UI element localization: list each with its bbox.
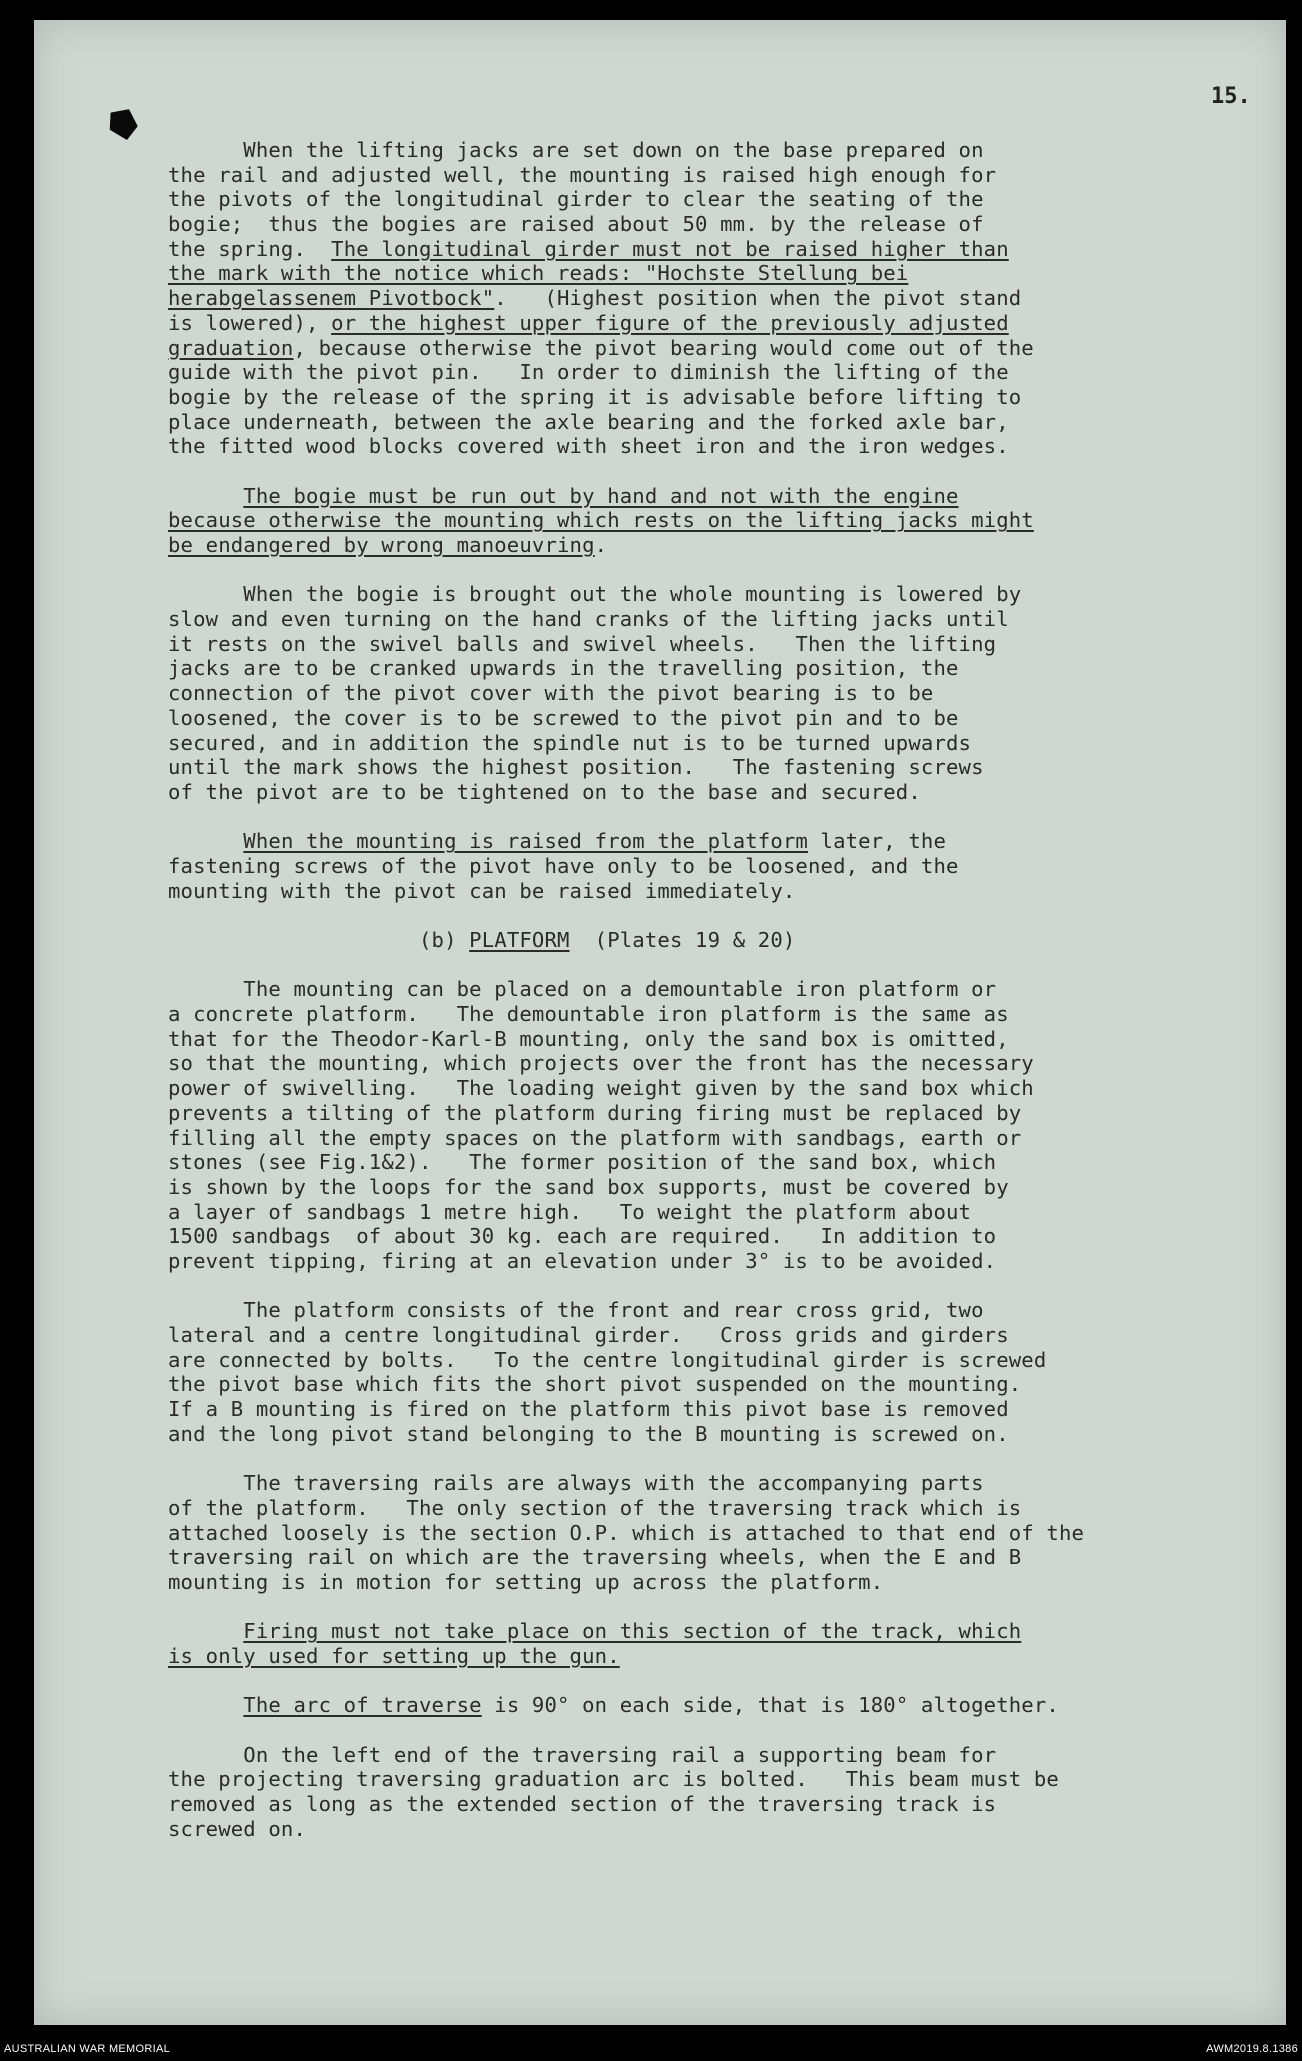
text-segment [168, 1693, 243, 1717]
text-segment: connection of the pivot cover with the pivot bearing is to be [168, 681, 934, 706]
text-segment: screwed on. [168, 1816, 307, 1841]
text-segment: When the bogie is brought out the whole mounting is lowered by [168, 582, 1022, 607]
text-segment: stones (see Fig.1&2). The former position of the sand box, which [168, 1150, 997, 1175]
text-line [168, 1372, 1278, 1397]
text-segment: If a B mounting is fired on the platform this pivot base is removed [168, 1397, 1009, 1422]
text-segment: bogie; thus the bogies are raised about 50 mm. by the release of [168, 212, 984, 237]
text-line [168, 1693, 1278, 1718]
text-line [168, 1496, 1278, 1521]
underlined-text: When the mounting is raised from the platform [243, 829, 808, 854]
text-segment: a concrete platform. The demountable iron platform is the same as [168, 1002, 1009, 1027]
text-segment: power of swivelling. The loading weight given by the sand box which [168, 1076, 1034, 1101]
text-line [168, 607, 1278, 632]
text-segment: the projecting traversing graduation arc is bolted. This beam must be [168, 1767, 1059, 1792]
underlined-text: or the highest upper figure of the previously adjusted [331, 310, 1009, 335]
underlined-text: herabgelassenem Pivotbock" [168, 286, 495, 311]
text-line [168, 508, 1278, 533]
underlined-text: The longitudinal girder must not be raised higher than [331, 236, 1009, 261]
text-line [168, 1545, 1278, 1570]
document-body [168, 138, 1278, 1866]
heading-suffix: (Plates 19 & 20) [569, 928, 796, 952]
text-line [168, 1792, 1278, 1817]
paragraph [168, 484, 1278, 558]
text-segment: the spring. [168, 236, 332, 261]
text-line [168, 187, 1278, 212]
text-line [168, 138, 1278, 163]
underlined-text: because otherwise the mounting which rests on the lifting jacks might [168, 508, 1034, 533]
page-number: 15. [1211, 84, 1251, 109]
heading-prefix: (b) [168, 928, 470, 952]
text-line [168, 780, 1278, 805]
text-segment: The platform consists of the front and rear cross grid, two [168, 1298, 984, 1323]
section-heading [168, 928, 1278, 953]
text-segment: until the mark shows the highest position. The fastening screws [168, 755, 984, 780]
text-segment: is 90° on each side, that is 180° altogether. [481, 1693, 1059, 1718]
text-segment: On the left end of the traversing rail a supporting beam for [168, 1742, 997, 1767]
text-line [168, 656, 1278, 681]
text-line [168, 1076, 1278, 1101]
text-line [168, 854, 1278, 879]
text-segment: of the platform. The only section of the traversing track which is [168, 1495, 1022, 1520]
text-line [168, 410, 1278, 435]
text-line [168, 1249, 1278, 1274]
text-segment: The mounting can be placed on a demountable iron platform or [168, 977, 997, 1002]
paragraph [168, 582, 1278, 804]
text-line [168, 1348, 1278, 1373]
text-segment: prevents a tilting of the platform during firing must be replaced by [168, 1100, 1022, 1125]
text-line [168, 336, 1278, 361]
text-segment: bogie by the release of the spring it is advisable before lifting to [168, 384, 1022, 409]
text-line [168, 977, 1278, 1002]
text-line [168, 1471, 1278, 1496]
text-segment: the fitted wood blocks covered with sheet iron and the iron wedges. [168, 434, 1009, 459]
text-line [168, 1521, 1278, 1546]
text-line [168, 163, 1278, 188]
underlined-text: is only used for setting up the gun. [168, 1643, 620, 1668]
text-segment: so that the mounting, which projects over the front has the necessary [168, 1051, 1034, 1076]
text-segment: secured, and in addition the spindle nut is to be turned upwards [168, 730, 972, 755]
text-segment: the rail and adjusted well, the mounting is raised high enough for [168, 162, 997, 187]
text-segment [168, 1619, 243, 1643]
text-line [168, 1150, 1278, 1175]
text-segment: When the lifting jacks are set down on the base prepared on [168, 138, 984, 162]
underlined-text: graduation [168, 335, 294, 360]
text-segment [168, 484, 243, 508]
text-segment: later, the [807, 829, 947, 854]
text-line [168, 632, 1278, 657]
text-line [168, 706, 1278, 731]
text-line [168, 879, 1278, 904]
text-line [168, 1767, 1278, 1792]
text-line [168, 681, 1278, 706]
text-segment: slow and even turning on the hand cranks of the lifting jacks until [168, 607, 1009, 632]
text-line [168, 212, 1278, 237]
text-line [168, 533, 1278, 558]
text-line [168, 1027, 1278, 1052]
footer-reference: AWM2019.8.1386 [1206, 2043, 1298, 2055]
text-line [168, 582, 1278, 607]
text-segment: , because otherwise the pivot bearing would come out of the [293, 335, 1034, 360]
text-line [168, 1570, 1278, 1595]
text-line [168, 1224, 1278, 1249]
text-line [168, 829, 1278, 854]
text-line [168, 1298, 1278, 1323]
paragraph [168, 1743, 1278, 1842]
text-line [168, 755, 1278, 780]
text-line [168, 434, 1278, 459]
text-line [168, 360, 1278, 385]
text-line [168, 1619, 1278, 1644]
text-segment: loosened, the cover is to be screwed to the pivot pin and to be [168, 705, 959, 730]
paragraph [168, 1693, 1278, 1718]
text-segment: a layer of sandbags 1 metre high. To weight the platform about [168, 1199, 972, 1224]
text-segment [168, 829, 243, 853]
paragraph [168, 1298, 1278, 1446]
text-line [168, 385, 1278, 410]
text-line [168, 1175, 1278, 1200]
underlined-text: be endangered by wrong manoeuvring [168, 533, 595, 557]
text-segment: the pivots of the longitudinal girder to clear the seating of the [168, 187, 984, 212]
text-segment: mounting is in motion for setting up across the platform. [168, 1569, 884, 1594]
heading-title: PLATFORM [469, 928, 570, 952]
paragraph [168, 829, 1278, 903]
text-line [168, 731, 1278, 756]
text-segment: it rests on the swivel balls and swivel wheels. Then the lifting [168, 631, 997, 656]
text-segment: and the long pivot stand belonging to the B mounting is screwed on. [168, 1421, 1009, 1446]
text-segment: . [594, 533, 608, 557]
text-line [168, 1644, 1278, 1669]
paragraph [168, 1619, 1278, 1668]
text-segment: jacks are to be cranked upwards in the travelling position, the [168, 656, 959, 681]
text-segment: is lowered), [168, 310, 332, 335]
text-segment: guide with the pivot pin. In order to diminish the lifting of the [168, 360, 1009, 385]
text-line [168, 1126, 1278, 1151]
text-segment: . (Highest position when the pivot stand [494, 286, 1022, 311]
underlined-text: The bogie must be run out by hand and not with the engine [243, 483, 959, 508]
underlined-text: the mark with the notice which reads: "Hochste Stellung bei [168, 261, 909, 286]
text-segment: filling all the empty spaces on the platform with sandbags, earth or [168, 1125, 1022, 1150]
text-line [168, 484, 1278, 509]
text-line [168, 1817, 1278, 1842]
text-line [168, 1200, 1278, 1225]
text-segment: mounting with the pivot can be raised immediately. [168, 878, 796, 903]
text-line [168, 311, 1278, 336]
underlined-text: The arc of traverse [243, 1693, 482, 1718]
text-segment: traversing rail on which are the traversing wheels, when the E and B [168, 1545, 1022, 1570]
text-line [168, 1422, 1278, 1447]
text-segment: attached loosely is the section O.P. which is attached to that end of the [168, 1520, 1085, 1545]
text-segment: of the pivot are to be tightened on to the base and secured. [168, 779, 921, 804]
paragraph [168, 977, 1278, 1273]
text-segment: is shown by the loops for the sand box supports, must be covered by [168, 1174, 1009, 1199]
paragraph [168, 1471, 1278, 1594]
text-segment: the pivot base which fits the short pivot suspended on the mounting. [168, 1372, 1022, 1397]
text-segment: lateral and a centre longitudinal girder. Cross grids and girders [168, 1323, 1009, 1347]
text-segment: removed as long as the extended section of the traversing track is [168, 1792, 997, 1817]
text-line [168, 1002, 1278, 1027]
text-segment: place underneath, between the axle bearing and the forked axle bar, [168, 409, 1009, 434]
text-line [168, 1101, 1278, 1126]
text-line [168, 286, 1278, 311]
text-line [168, 1051, 1278, 1076]
text-line [168, 1323, 1278, 1348]
text-line [168, 1743, 1278, 1768]
text-segment: The traversing rails are always with the accompanying parts [168, 1471, 984, 1496]
underlined-text: Firing must not take place on this section of the track, which [243, 1619, 1022, 1644]
text-segment: prevent tipping, firing at an elevation under 3° is to be avoided. [168, 1248, 997, 1273]
text-line [168, 261, 1278, 286]
text-line [168, 237, 1278, 262]
text-segment: are connected by bolts. To the centre longitudinal girder is screwed [168, 1347, 1047, 1372]
text-segment: 1500 sandbags of about 30 kg. each are required. In addition to [168, 1224, 997, 1249]
text-segment: fastening screws of the pivot have only to be loosened, and the [168, 853, 959, 878]
paragraph [168, 138, 1278, 459]
text-line [168, 1397, 1278, 1422]
text-segment: that for the Theodor-Karl-B mounting, only the sand box is omitted, [168, 1026, 1009, 1051]
footer-institution: AUSTRALIAN WAR MEMORIAL [4, 2043, 171, 2055]
